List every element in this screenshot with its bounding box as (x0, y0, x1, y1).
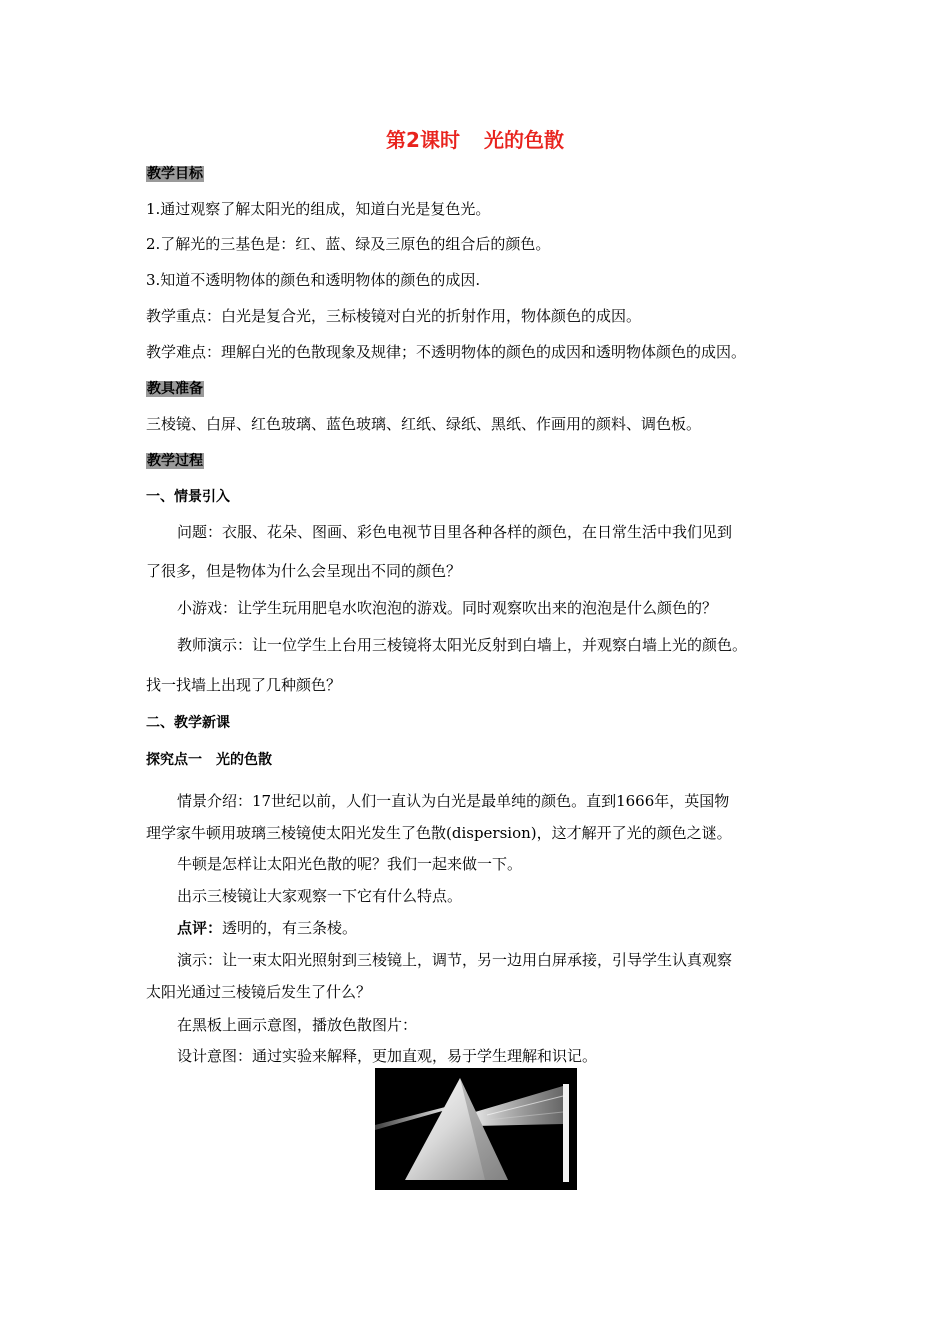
tools-list: 三棱镜、白屏、红色玻璃、蓝色玻璃、红纸、绿纸、黑纸、作画用的颜料、调色板。 (146, 415, 702, 433)
blackboard-line: 在黑板上画示意图，播放色散图片： (177, 1016, 418, 1034)
page-title (0, 124, 950, 153)
demo-line-2: 太阳光通过三棱镜后发生了什么？ (146, 983, 372, 1001)
comment-line (177, 918, 357, 938)
section-tools-heading: 教具准备 (147, 381, 203, 397)
intro-line-2: 理学家牛顿用玻璃三棱镜使太阳光发生了色散(dispersion)，这才解开了光的颜色之谜。 (146, 824, 732, 842)
goal-3: 3.知道不透明物体的颜色和透明物体的颜色的成因. (146, 271, 481, 289)
part-2-heading: 二、教学新课 (146, 715, 230, 731)
part-1-heading: 一、情景引入 (146, 489, 230, 505)
prism-dispersion-illustration (375, 1068, 577, 1190)
prism-dispersion-image (375, 1068, 577, 1190)
comment-text: 透明的，有三条棱。 (222, 919, 358, 937)
goal-1: 1.通过观察了解太阳光的组成，知道白光是复色光。 (146, 200, 491, 218)
section-process-heading: 教学过程 (147, 453, 203, 469)
comment-label: 点评： (177, 919, 223, 937)
teacher-demo-line-2: 找一找墙上出现了几种颜色？ (146, 676, 342, 694)
show-prism-line: 出示三棱镜让大家观察一下它有什么特点。 (177, 887, 463, 905)
newton-line: 牛顿是怎样让太阳光色散的呢？我们一起来做一下。 (177, 855, 523, 873)
goal-2: 2.了解光的三基色是：红、蓝、绿及三原色的组合后的颜色。 (146, 235, 551, 253)
intro-line-1: 情景介绍：17世纪以前，人们一直认为白光是最单纯的颜色。直到1666年，英国物 (177, 792, 730, 810)
question-line-1: 问题：衣服、花朵、图画、彩色电视节目里各种各样的颜色，在日常生活中我们见到 (177, 523, 733, 541)
teacher-demo-line-1: 教师演示：让一位学生上台用三棱镜将太阳光反射到白墙上，并观察白墙上光的颜色。 (177, 636, 748, 654)
lesson-number: 第2课时 (386, 128, 460, 152)
question-line-2: 了很多，但是物体为什么会呈现出不同的颜色？ (146, 562, 462, 580)
white-screen (563, 1084, 569, 1182)
game-line: 小游戏：让学生玩用肥皂水吹泡泡的游戏。同时观察吹出来的泡泡是什么颜色的？ (177, 599, 718, 617)
lesson-topic: 光的色散 (483, 128, 564, 152)
demo-line-1: 演示：让一束太阳光照射到三棱镜上，调节，另一边用白屏承接，引导学生认真观察 (177, 951, 733, 969)
difficulty: 教学难点：理解白光的色散现象及规律；不透明物体的颜色的成因和透明物体颜色的成因。 (146, 343, 747, 361)
key-point: 教学重点：白光是复合光，三标棱镜对白光的折射作用，物体颜色的成因。 (146, 307, 642, 325)
section-goals-heading: 教学目标 (147, 166, 203, 182)
explore-1-heading: 探究点一 光的色散 (146, 752, 272, 768)
design-line: 设计意图：通过实验来解释，更加直观，易于学生理解和识记。 (177, 1047, 598, 1065)
